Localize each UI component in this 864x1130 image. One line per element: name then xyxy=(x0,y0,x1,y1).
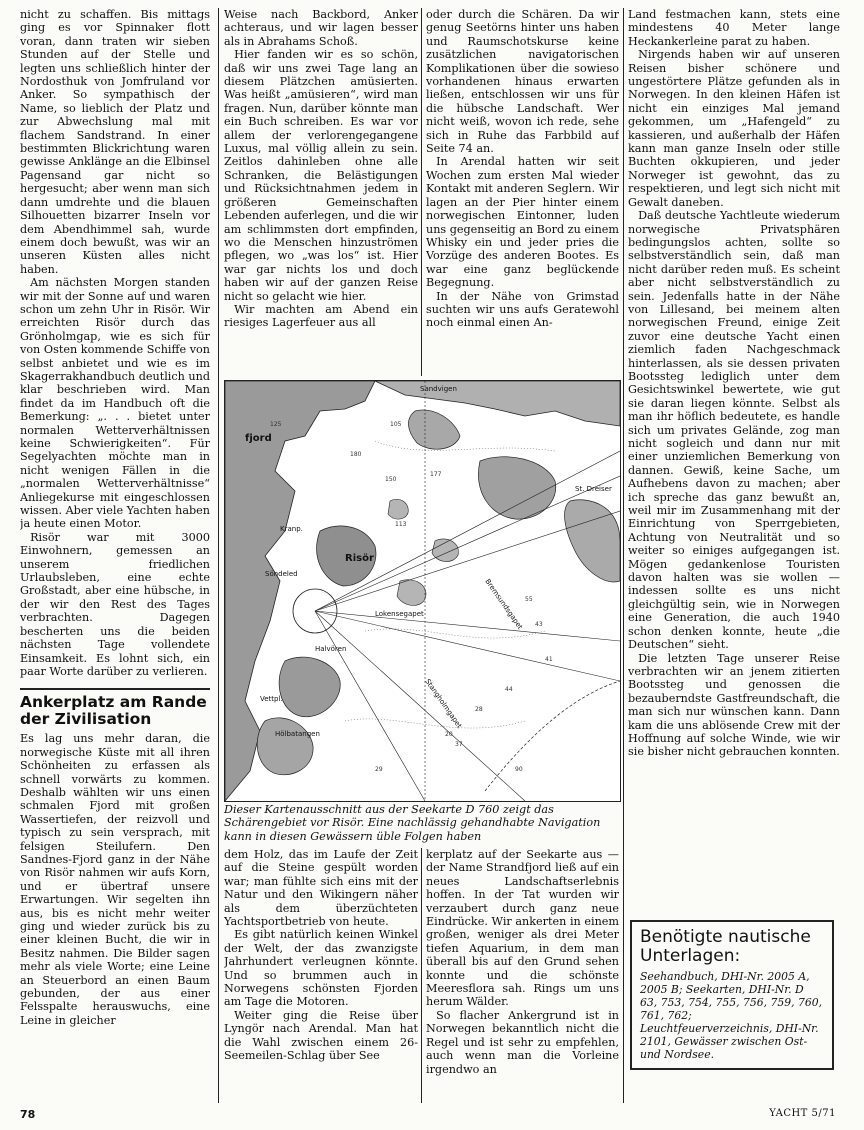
depth-sounding: 55 xyxy=(525,596,533,603)
paragraph: Wir machten am Abend ein riesiges Lagerfeuer aus all xyxy=(224,302,418,330)
column-4 xyxy=(628,8,840,913)
paragraph: Es lag uns mehr daran, die norwegische Küste mit all ihren Schönheiten zu erfassen als schnell vorwärts zu kommen. Deshalb wählten wir uns einen schmalen Fjord mit großen Wassertiefen, der reizvoll und typisch zu sein versprach, mit felsigen Steilufern. Den Sandnes-Fjord ganz in der Nähe von Risör nahmen wir aufs Korn, und er übertraf unsere Erwartungen. Wir segelten ihn aus, bis es nicht mehr weiter ging und wieder zurück bis zu einer kleinen Bucht, die wir in Besitz nahmen. Die Bilder sagen mehr als viele Worte; eine Leine an Steuerbord an einen Baum gebunden, der aus einer Felsspalte herauswuchs, eine Leine in gleicher xyxy=(20,732,210,1027)
column-3-bottom xyxy=(426,848,619,1103)
depth-sounding: 37 xyxy=(455,741,463,748)
paragraph: Weise nach Backbord, Anker achteraus, und wir lagen besser als in Abrahams Schoß. xyxy=(224,8,418,48)
depth-sounding: 44 xyxy=(505,686,513,693)
depth-sounding: 180 xyxy=(350,451,362,458)
paragraph: Daß deutsche Yachtleute wiederum norwegische Privatsphären bedingungslos achten, sollte so selbstverständlich sein, daß man nicht darüber reden muß. Es scheint aber nicht selbstverständlich zu sein. Jedenfalls hatte in der Nähe von Lillesand, bei meinem alten norwegischen Freund, einige Zeit zuvor eine deutsche Yacht einen ziemlich faden Nachgeschmack hinterlassen, als sie dessen privaten Bootssteg lediglich unter dem Gesichtswinkel bewertete, wie gut sie daran liegen könnte. Selbst als man ihr höflich bedeutete, es handle sich um privates Gelände, zog man nicht sogleich und dann nur mit einer unziemlichen Bemerkung von dannen. Gewiß, keine Sache, um Aufhebens davon zu machen; aber ich spreche das ganz bewußt an, weil mir im Zusammenhang mit der Einrichtung von Sperrgebieten, Achtung von Neutralität und so weiter so einiges aufgegangen ist. Mögen gedankenlose Touristen davon halten was sie wollen — indessen sollte es uns nicht gleichgültig sein, wie in Norwegen eine Generation, die auch 1940 schon denken konnte, heute „die Deutschen“ sieht. xyxy=(628,209,840,652)
column-2-bottom xyxy=(224,848,418,1103)
paragraph: In Arendal hatten wir seit Wochen zum ersten Mal wieder Kontakt mit anderen Seglern. Wir lagen an der Pier hinter einem norwegischen Eintonner, luden uns gegenseitig an Bord zu einem Whisky ein und jeder pries die Vorzüge des anderen Bootes. Es war eine ganz beglückende Begegnung. xyxy=(426,155,619,290)
paragraph: Nirgends haben wir auf unseren Reisen bisher schönere und ungestörtere Plätze gefunden als in Norwegen. In den kleinen Häfen ist nicht ein einziges Mal jemand gekommen, um „Hafengeld“ zu kassieren, und außerhalb der Häfen kann man ganze Inseln oder stille Buchten okkupieren, und jeder Norweger ist gewohnt, das zu respektieren, und legt sich nicht mit Gewalt daneben. xyxy=(628,48,840,209)
depth-sounding: 150 xyxy=(385,476,397,483)
map-label-sondeled: Söndeled xyxy=(265,570,298,578)
depth-sounding: 29 xyxy=(375,766,383,773)
column-rule xyxy=(218,8,219,1103)
figure-caption: Dieser Kartenausschnitt aus der Seekarte D 760 zeigt das Schärengebiet vor Risör. Eine nachlässig gehandhabte Navigation kann in diesen Gewässern üble Folgen haben xyxy=(224,803,601,843)
depth-sounding: 125 xyxy=(270,421,282,428)
infobox-title: Benötigte nautische Unterlagen: xyxy=(640,927,811,966)
map-label-fjord: fjord xyxy=(245,433,272,444)
paragraph: Am nächsten Morgen standen wir mit der Sonne auf und waren schon um zehn Uhr in Risör. Wir erreichten Risör durch das Grönholmgap, wie es sich für von Osten kommende Schiffe von selbst anbietet und wie es im Skagerrakhandbuch deutlich und klar beschrieben wird. Man findet da im Handbuch oft die Bemerkung: „. . . bietet unter normalen Wetterverhältnissen keine Schwierigkeiten“. Für Segelyachten möchte man in nicht wenigen Fällen in die „normalen Wetterverhältnisse“ Anliegekurse mit eingeschlossen wissen. Aber viele Yachten haben ja heute einen Motor. xyxy=(20,276,210,531)
paragraph: Land festmachen kann, stets eine mindestens 40 Meter lange Heckankerleine parat zu haben. xyxy=(628,8,840,48)
infobox-body: Seehandbuch, DHI-Nr. 2005 A, 2005 B; Seekarten, DHI-Nr. D 63, 753, 754, 755, 756, 759, 760, 761, 762; Leuchtfeuerverzeichnis, DHI-Nr. 2101, Gewässer zwischen Ost- und Nordsee. xyxy=(640,970,823,1061)
column-1 xyxy=(20,8,210,1083)
map-label-lokensegapet: Lokensegapet xyxy=(375,610,424,618)
depth-sounding: 90 xyxy=(515,766,523,773)
depth-sounding: 113 xyxy=(395,521,407,528)
paragraph: Es gibt natürlich keinen Winkel der Welt, der das zwanzigste Jahrhundert verleugnen könnte. Und so brummen auch in Norwegens schönsten Fjorden am Tage die Motoren. xyxy=(224,928,418,1009)
paragraph: Weiter ging die Reise über Lyngör nach Arendal. Man hat die Wahl zwischen einem 26-Seemeilen-Schlag über See xyxy=(224,1008,418,1063)
paragraph: oder durch die Schären. Da wir genug Seetörns hinter uns haben und Raumschotskurse keine zusätzlichen navigatorischen Komplikationen über die sowieso vorhandenen hinaus erwarten ließen, entschlossen wir uns für die hübsche Landschaft. Wer nicht weiß, wovon ich rede, sehe sich in Ruhe das Farbbild auf Seite 74 an. xyxy=(426,8,619,156)
column-2-top xyxy=(224,8,418,376)
map-label-kranp: Kranp. xyxy=(280,525,303,533)
column-rule xyxy=(623,8,624,1103)
map-label-sandvigen: Sandvigen xyxy=(420,385,457,393)
paragraph: dem Holz, das im Laufe der Zeit auf die Steine gespült worden war; man fühlte sich eins mit der Natur und den Wikingern näher als dem überzüchteten Yachtsportbetrieb von heute. xyxy=(224,848,418,929)
column-3-top xyxy=(426,8,619,376)
depth-sounding: 177 xyxy=(430,471,442,478)
map-label-stangholmgapet: Stangholmgapet xyxy=(423,677,464,730)
depth-sounding: 105 xyxy=(390,421,402,428)
map-label-bremsundsgapet: Bremsundsgapet xyxy=(483,577,525,631)
chart-map-drawing xyxy=(225,381,620,801)
map-label-halvoren: Halvören xyxy=(315,645,347,653)
paragraph: kerplatz auf der Seekarte aus — der Name Strandfjord ließ auf ein neues Landschaftserlebnis hoffen. In der Tat wurden wir verzaubert durch ganz neue Eindrücke. Wir ankerten in einem großen, weniger als drei Meter tiefen Aquarium, in dem man überall bis auf den Grund sehen konnte und die schönste Meeresflora sah. Rings um uns herum Wälder. xyxy=(426,848,619,1009)
map-label-risor: Risör xyxy=(345,553,374,564)
paragraph: Hier fanden wir es so schön, daß wir uns zwei Tage lang an diesem Plätzchen amüsierten. Was heißt „amüsieren“, wird man fragen. Nun, darüber könnte man ein Buch schreiben. Es war vor allem der verlorengegangene Luxus, mal völlig allein zu sein. Zeitlos dahinleben ohne alle Schranken, die Belästigungen und Rücksichtnahmen jedem in größeren Gemeinschaften Lebenden auferlegen, und die wir am schlimmsten dort empfinden, wo die Menschen hinzuströmen pflegen, wo „was los“ ist. Hier war gar nichts los und doch haben wir auf der ganzen Reise nicht so gelacht wie hier. xyxy=(224,48,418,303)
column-rule xyxy=(421,848,422,1103)
map-label-hoilbatangen: Hölbatangen xyxy=(275,730,320,738)
paragraph: nicht zu schaffen. Bis mittags ging es vor Spinnaker flott voran, dann traten wir sieben Stunden auf der Stelle und legten uns schließlich hinter der Nordosthuk von Jomfruland vor Anker. So sympathisch der Name, so lieblich der Platz und zur Abwechslung mal mit flachem Sandstrand. In einer bestimmten Blickrichtung waren gewisse Anklänge an die Elbinsel Pagensand gar nicht so hergesucht; aber wenn man sich dann umdrehte und die blauen Silhouetten bizarrer Inseln vor dem Abendhimmel sah, wurde einem doch bewußt, was wir an unseren Küsten alles nicht haben. xyxy=(20,8,210,276)
map-label-vettpl: Vettpl. xyxy=(260,695,283,703)
nautical-documents-box xyxy=(630,920,834,1070)
issue-footer: YACHT 5/71 xyxy=(769,1108,836,1119)
paragraph: So flacher Ankergrund ist in Norwegen bekanntlich nicht die Regel und ist sehr zu empfehlen, auch wenn man die Vorleine irgendwo an xyxy=(426,1008,619,1076)
depth-sounding: 20 xyxy=(445,731,453,738)
nautical-chart-figure xyxy=(224,380,621,802)
depth-sounding: 41 xyxy=(545,656,553,663)
paragraph: In der Nähe von Grimstad suchten wir uns aufs Geratewohl noch einmal einen An- xyxy=(426,289,619,330)
paragraph: Die letzten Tage unserer Reise verbrachten wir an jenem zitierten Bootssteg und genossen die bezauberndste Gastfreundschaft, die man sich nur wünschen kann. Dann kam die uns ablösende Crew mit der Hoffnung auf solche Winde, wie wir sie bisher nicht gebrauchen konnten. xyxy=(628,651,840,759)
column-rule xyxy=(421,8,422,376)
page-number: 78 xyxy=(20,1108,36,1121)
section-heading: Ankerplatz am Rande der Zivilisation xyxy=(20,688,210,728)
depth-sounding: 43 xyxy=(535,621,543,628)
paragraph: Risör war mit 3000 Einwohnern, gemessen an unserem friedlichen Urlaubsleben, eine echte Großstadt, aber eine hübsche, in der wir den Rest des Tages verbrachten. Dagegen bescherten uns die beiden nächsten Tage vollendete Einsamkeit. Es lohnt sich, ein paar Worte darüber zu verlieren. xyxy=(20,530,210,678)
map-label-st-dreiser: St. Dreiser xyxy=(575,485,612,493)
depth-sounding: 28 xyxy=(475,706,483,713)
